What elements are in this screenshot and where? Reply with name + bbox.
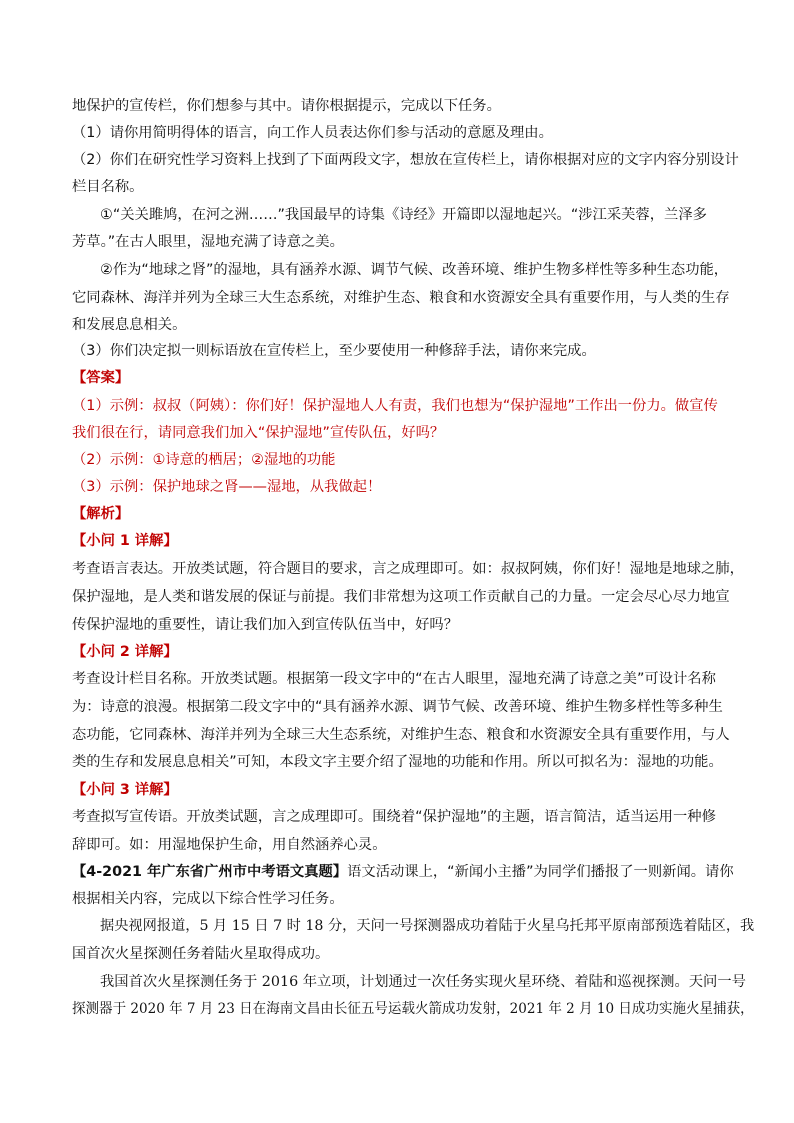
task-2-line: （2）你们在研究性学习资料上找到了下面两段文字，想放在宣传栏上，请你根据对应的文字内容分别设计 — [72, 152, 739, 168]
news-paragraph-1-line-end: 国首次火星探测任务着陆火星取得成功。 — [72, 946, 330, 962]
question-intro-line: 地保护的宣传栏，你们想参与其中。请你根据提示，完成以下任务。 — [72, 98, 501, 114]
analysis-2-line-cont2: 态功能，它同森林、海洋并列为全球三大生态系统，对维护生态、粮食和水资源安全具有重要作用，与人 — [72, 727, 730, 743]
analysis-3-line-end: 辞即可。如：用湿地保护生命，用自然涵养心灵。 — [72, 837, 387, 853]
analysis-heading: 【解析】 — [72, 506, 130, 522]
news-paragraph-2-line-cont: 探测器于 2020 年 7 月 23 日在海南文昌由长征五号运载火箭成功发射，2021 年 2 月 10 日成功实施火星捕获， — [72, 1001, 754, 1017]
sub-question-3-heading: 【小问 3 详解】 — [72, 782, 178, 798]
next-question-text: 语文活动课上，“新闻小主播”为同学们播报了一则新闻。请你 — [347, 864, 734, 880]
task-1-line: （1）请你用简明得体的语言，向工作人员表达你们参与活动的意愿及理由。 — [72, 125, 553, 141]
analysis-2-line-end: 类的生存和发展息息相关”可知，本段文字主要介绍了湿地的功能和作用。所以可拟名为：湿地的功能。 — [72, 754, 723, 770]
news-paragraph-1-line: 据央视网报道，5 月 15 日 7 时 18 分，天问一号探测器成功着陆于火星乌托邦平原南部预选着陆区，我 — [100, 918, 755, 934]
passage-2-line-cont: 它同森林、海洋并列为全球三大生态系统，对维护生态、粮食和水资源安全具有重要作用，与人类的生存 — [72, 290, 730, 306]
passage-1-line-cont: 芳草。”在古人眼里，湿地充满了诗意之美。 — [72, 234, 344, 250]
analysis-2-line: 考查设计栏目名称。开放类试题。根据第一段文字中的“在古人眼里，湿地充满了诗意之美”可设计名称 — [72, 671, 716, 687]
analysis-1-line-cont: 保护湿地，是人类和谐发展的保证与前提。我们非常想为这项工作贡献自己的力量。一定会尽心尽力地宣 — [72, 589, 730, 605]
answer-heading: 【答案】 — [72, 370, 130, 386]
passage-1-line: ①“关关雎鸠，在河之洲……”我国最早的诗集《诗经》开篇即以湿地起兴。“涉江采芙蓉，兰泽多 — [100, 207, 707, 223]
sub-question-2-heading: 【小问 2 详解】 — [72, 644, 178, 660]
passage-2-line-end: 和发展息息相关。 — [72, 317, 187, 333]
passage-2-line: ②作为“地球之肾”的湿地，具有涵养水源、调节气候、改善环境、维护生物多样性等多种生态功能， — [100, 262, 729, 278]
task-3-line: （3）你们决定拟一则标语放在宣传栏上，至少要使用一种修辞手法，请你来完成。 — [72, 343, 596, 359]
task-2-line-cont: 栏目名称。 — [72, 179, 144, 195]
next-question-line-cont: 根据相关内容，完成以下综合性学习任务。 — [72, 891, 344, 907]
analysis-1-line: 考查语言表达。开放类试题，符合题目的要求，言之成理即可。如：叔叔阿姨，你们好！湿地是地球之肺， — [72, 561, 744, 577]
next-question-line — [72, 862, 734, 882]
analysis-1-line-end: 传保护湿地的重要性，请让我们加入到宣传队伍当中，好吗？ — [72, 617, 459, 633]
analysis-2-line-cont: 为：诗意的浪漫。根据第二段文字中的“具有涵养水源、调节气候、改善环境、维护生物多样性等多种生 — [72, 699, 723, 715]
answer-3-line: （3）示例：保护地球之肾——湿地，从我做起！ — [72, 479, 382, 495]
answer-1-line-cont: 我们很在行，请同意我们加入“保护湿地”宣传队伍，好吗？ — [72, 425, 445, 441]
answer-1-line: （1）示例：叔叔（阿姨）：你们好！保护湿地人人有责，我们也想为“保护湿地”工作出一份力。做宣传 — [72, 398, 718, 414]
answer-2-line: （2）示例：①诗意的栖居；②湿地的功能 — [72, 452, 336, 468]
sub-question-1-heading: 【小问 1 详解】 — [72, 533, 178, 549]
question-source-tag: 【4-2021 年广东省广州市中考语文真题】 — [72, 864, 348, 880]
news-paragraph-2-line: 我国首次火星探测任务于 2016 年立项，计划通过一次任务实现火星环绕、着陆和巡视探测。天问一号 — [100, 974, 746, 990]
analysis-3-line: 考查拟写宣传语。开放类试题，言之成理即可。围绕着“保护湿地”的主题，语言简洁，适当运用一种修 — [72, 809, 716, 825]
